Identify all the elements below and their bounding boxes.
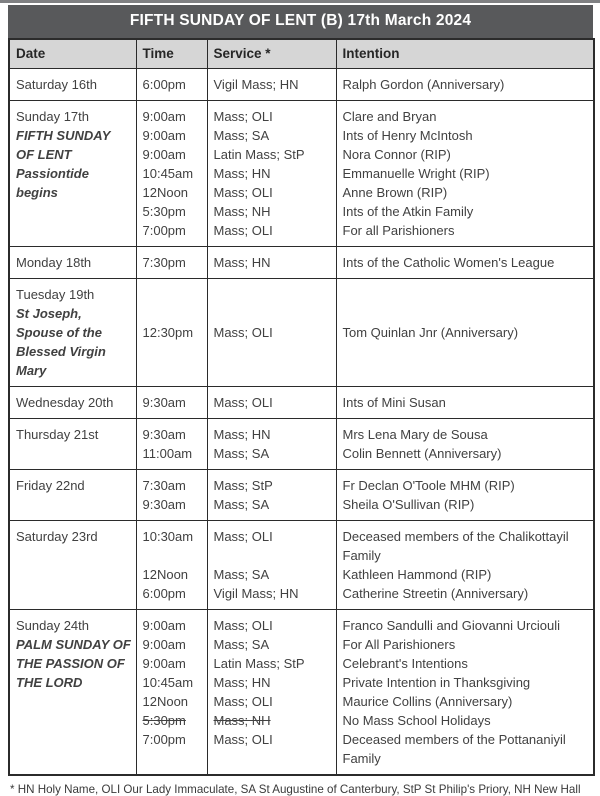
time-cell: 9:30am [136, 387, 207, 419]
service-cell: Mass; HN [207, 673, 336, 692]
date-cell [9, 610, 136, 776]
service-cell: Mass; HN [207, 419, 336, 445]
service-cell: Mass; OLI [207, 279, 336, 387]
service-cell: Latin Mass; StP [207, 145, 336, 164]
time-cell: 9:30am [136, 419, 207, 445]
schedule-row [9, 387, 594, 419]
page-title: FIFTH SUNDAY OF LENT (B) 17th March 2024 [8, 5, 593, 38]
intention-cell: Tom Quinlan Jnr (Anniversary) [336, 279, 594, 387]
schedule-row [9, 419, 594, 445]
intention-cell: For all Parishioners [336, 221, 594, 247]
intention-cell: For All Parishioners [336, 635, 594, 654]
service-cell: Mass; OLI [207, 610, 336, 636]
schedule-row [9, 470, 594, 496]
intention-cell: Private Intention in Thanksgiving [336, 673, 594, 692]
date-cell [9, 101, 136, 247]
feast-note: FIFTH SUNDAY OF LENT [16, 128, 111, 162]
time-cell: 9:00am [136, 101, 207, 127]
intention-cell: Franco Sandulli and Giovanni Urciouli [336, 610, 594, 636]
time-cell: 6:00pm [136, 584, 207, 610]
column-header-service: Service * [207, 39, 336, 69]
service-cell: Mass; OLI [207, 221, 336, 247]
time-cell: 12Noon [136, 183, 207, 202]
feast-note: St Joseph, Spouse of the Blessed Virgin Mary [16, 306, 106, 378]
date-label: Tuesday 19th [16, 287, 95, 302]
feast-note: Passiontide begins [16, 166, 89, 200]
schedule-row [9, 279, 594, 387]
intention-cell: Colin Bennett (Anniversary) [336, 444, 594, 470]
time-cell: 7:00pm [136, 221, 207, 247]
table-header [9, 39, 594, 69]
time-cell: 6:00pm [136, 69, 207, 101]
time-cell: 10:45am [136, 164, 207, 183]
abbreviation-key: * HN Holy Name, OLI Our Lady Immaculate, SA St Augustine of Canterbury, StP St Philip's Priory, NH New Hall [10, 783, 581, 796]
service-cell: Mass; HN [207, 247, 336, 279]
intention-cell: Deceased members of the Pottananiyil Family [336, 730, 594, 775]
time-cell: 7:00pm [136, 730, 207, 775]
date-cell [9, 387, 136, 419]
date-cell [9, 247, 136, 279]
date-cell [9, 419, 136, 470]
column-header-time: Time [136, 39, 207, 69]
schedule-row [9, 69, 594, 101]
schedule-body [9, 69, 594, 776]
intention-cell: Sheila O'Sullivan (RIP) [336, 495, 594, 521]
date-cell [9, 470, 136, 521]
time-cell: 10:30am [136, 521, 207, 566]
time-cell: 12Noon [136, 692, 207, 711]
date-label: Sunday 17th [16, 109, 90, 124]
date-label: Wednesday 20th [16, 395, 114, 410]
service-cell: Mass; HN [207, 164, 336, 183]
newsletter-sheet [8, 5, 593, 796]
intention-cell: Ints of Henry McIntosh [336, 126, 594, 145]
schedule-row [9, 610, 594, 636]
date-label: Monday 18th [16, 255, 92, 270]
intention-cell: Anne Brown (RIP) [336, 183, 594, 202]
intention-cell: Mrs Lena Mary de Sousa [336, 419, 594, 445]
service-cell: Mass; OLI [207, 521, 336, 566]
time-cell: 7:30pm [136, 247, 207, 279]
date-label: Friday 22nd [16, 478, 85, 493]
service-cell: Mass; OLI [207, 183, 336, 202]
date-cell [9, 279, 136, 387]
service-cell: Mass; OLI [207, 387, 336, 419]
service-cell: Mass; StP [207, 470, 336, 496]
schedule-row [9, 521, 594, 566]
intention-cell: Ints of Mini Susan [336, 387, 594, 419]
intention-cell: Fr Declan O'Toole MHM (RIP) [336, 470, 594, 496]
time-cell: 5:30pm [136, 202, 207, 221]
service-cell: Vigil Mass; HN [207, 69, 336, 101]
service-cell: Mass; SA [207, 444, 336, 470]
time-cell: 12Noon [136, 565, 207, 584]
service-cell: Mass; SA [207, 565, 336, 584]
service-cell: Mass; SA [207, 635, 336, 654]
schedule-row [9, 247, 594, 279]
service-cell: Mass; OLI [207, 730, 336, 775]
service-cell: Mass; SA [207, 495, 336, 521]
intention-cell: Ralph Gordon (Anniversary) [336, 69, 594, 101]
time-cell: 11:00am [136, 444, 207, 470]
schedule-row [9, 101, 594, 127]
feast-note: PALM SUNDAY OF THE PASSION OF THE LORD [16, 637, 131, 690]
header-row [9, 39, 594, 69]
date-label: Sunday 24th [16, 618, 90, 633]
intention-cell: Deceased members of the Chalikottayil Family [336, 521, 594, 566]
column-header-date: Date [9, 39, 136, 69]
service-cell: Mass; SA [207, 126, 336, 145]
intention-cell: Kathleen Hammond (RIP) [336, 565, 594, 584]
intention-cell: Celebrant's Intentions [336, 654, 594, 673]
time-cell: 9:00am [136, 126, 207, 145]
date-cell [9, 69, 136, 101]
time-cell: 10:45am [136, 673, 207, 692]
mass-schedule-table [8, 38, 595, 776]
time-cell: 9:30am [136, 495, 207, 521]
date-label: Saturday 23rd [16, 529, 98, 544]
time-cell: 9:00am [136, 635, 207, 654]
service-cell: Mass; NH [207, 202, 336, 221]
intention-cell: Catherine Streetin (Anniversary) [336, 584, 594, 610]
intention-cell: Ints of the Catholic Women's League [336, 247, 594, 279]
time-cell: 9:00am [136, 654, 207, 673]
date-label: Thursday 21st [16, 427, 99, 442]
column-header-intention: Intention [336, 39, 594, 69]
service-cell: Mass; NH [207, 711, 336, 730]
intention-cell: No Mass School Holidays [336, 711, 594, 730]
intention-cell: Clare and Bryan [336, 101, 594, 127]
intention-cell: Maurice Collins (Anniversary) [336, 692, 594, 711]
service-cell: Mass; OLI [207, 692, 336, 711]
date-label: Saturday 16th [16, 77, 97, 92]
time-cell: 12:30pm [136, 279, 207, 387]
service-cell: Latin Mass; StP [207, 654, 336, 673]
date-cell [9, 521, 136, 610]
time-cell: 9:00am [136, 145, 207, 164]
time-cell: 9:00am [136, 610, 207, 636]
intention-cell: Emmanuelle Wright (RIP) [336, 164, 594, 183]
intention-cell: Ints of the Atkin Family [336, 202, 594, 221]
time-cell: 7:30am [136, 470, 207, 496]
service-cell: Mass; OLI [207, 101, 336, 127]
top-edge-artifact [0, 0, 600, 3]
intention-cell: Nora Connor (RIP) [336, 145, 594, 164]
service-cell: Vigil Mass; HN [207, 584, 336, 610]
time-cell: 5:30pm [136, 711, 207, 730]
